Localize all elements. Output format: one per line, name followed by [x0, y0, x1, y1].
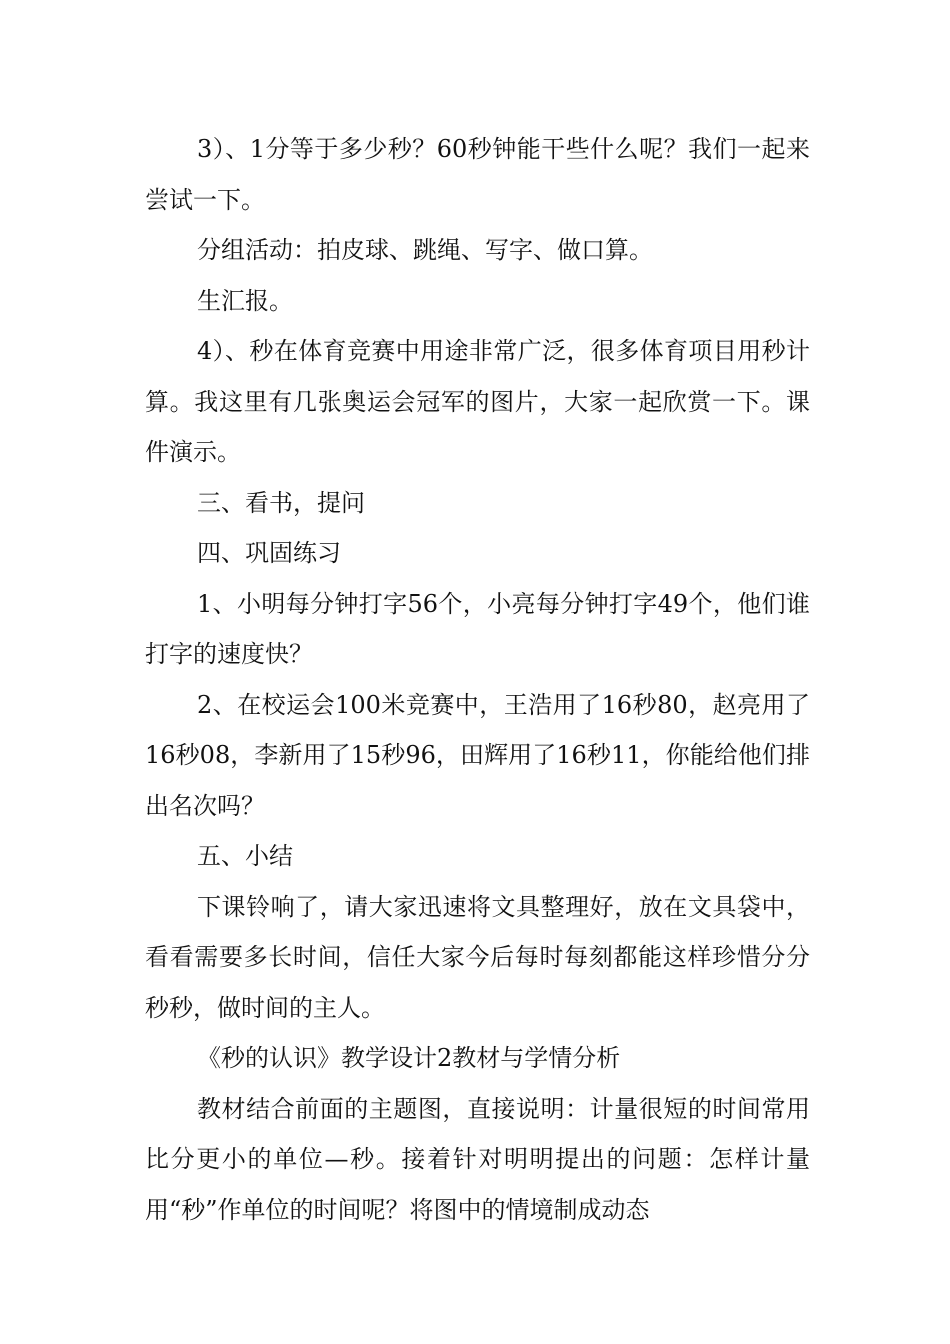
paragraph-text: 1、小明每分钟打字56个，小亮每分钟打字49个，他们谁打字的速度快？ [145, 589, 810, 668]
paragraph-text: 教材结合前面的主题图，直接说明：计量很短的时间常用比分更小的单位—秒。接着针对明明提出的问题：怎样计量用“秒”作单位的时间呢？将图中的情境制成动态 [145, 1094, 810, 1224]
paragraph-11 [145, 1033, 810, 1084]
paragraph-text: 3）、1分等于多少秒？60秒钟能干些什么呢？我们一起来尝试一下。 [145, 135, 810, 214]
paragraph-text: 《秒的认识》教学设计2教材与学情分析 [197, 1044, 621, 1072]
paragraph-3 [145, 276, 810, 327]
paragraph-5 [145, 478, 810, 529]
paragraph-6 [145, 528, 810, 579]
paragraph-1 [145, 124, 810, 225]
paragraph-text: 五、小结 [197, 842, 293, 870]
paragraph-text: 2、在校运会100米竞赛中，王浩用了16秒80，赵亮用了16秒08，李新用了15秒96，田辉用了16秒11，你能给他们排出名次吗？ [145, 690, 810, 820]
paragraph-7 [145, 579, 810, 680]
paragraph-text: 生汇报。 [197, 286, 293, 315]
paragraph-10 [145, 882, 810, 1034]
paragraph-9 [145, 831, 810, 882]
paragraph-text: 下课铃响了，请大家迅速将文具整理好，放在文具袋中，看看需要多长时间，信任大家今后每时每刻都能这样珍惜分分秒秒，做时间的主人。 [145, 892, 810, 1022]
paragraph-2 [145, 225, 810, 276]
paragraph-text: 4）、秒在体育竞赛中用途非常广泛，很多体育项目用秒计算。我这里有几张奥运会冠军的图片，大家一起欣赏一下。课件演示。 [145, 337, 810, 466]
paragraph-8 [145, 680, 810, 832]
paragraph-12 [145, 1084, 810, 1236]
paragraph-text: 分组活动：拍皮球、跳绳、写字、做口算。 [197, 236, 653, 264]
paragraph-text: 四、巩固练习 [197, 539, 341, 567]
paragraph-text: 三、看书，提问 [197, 488, 365, 517]
document-body [145, 124, 810, 1235]
paragraph-4 [145, 326, 810, 478]
